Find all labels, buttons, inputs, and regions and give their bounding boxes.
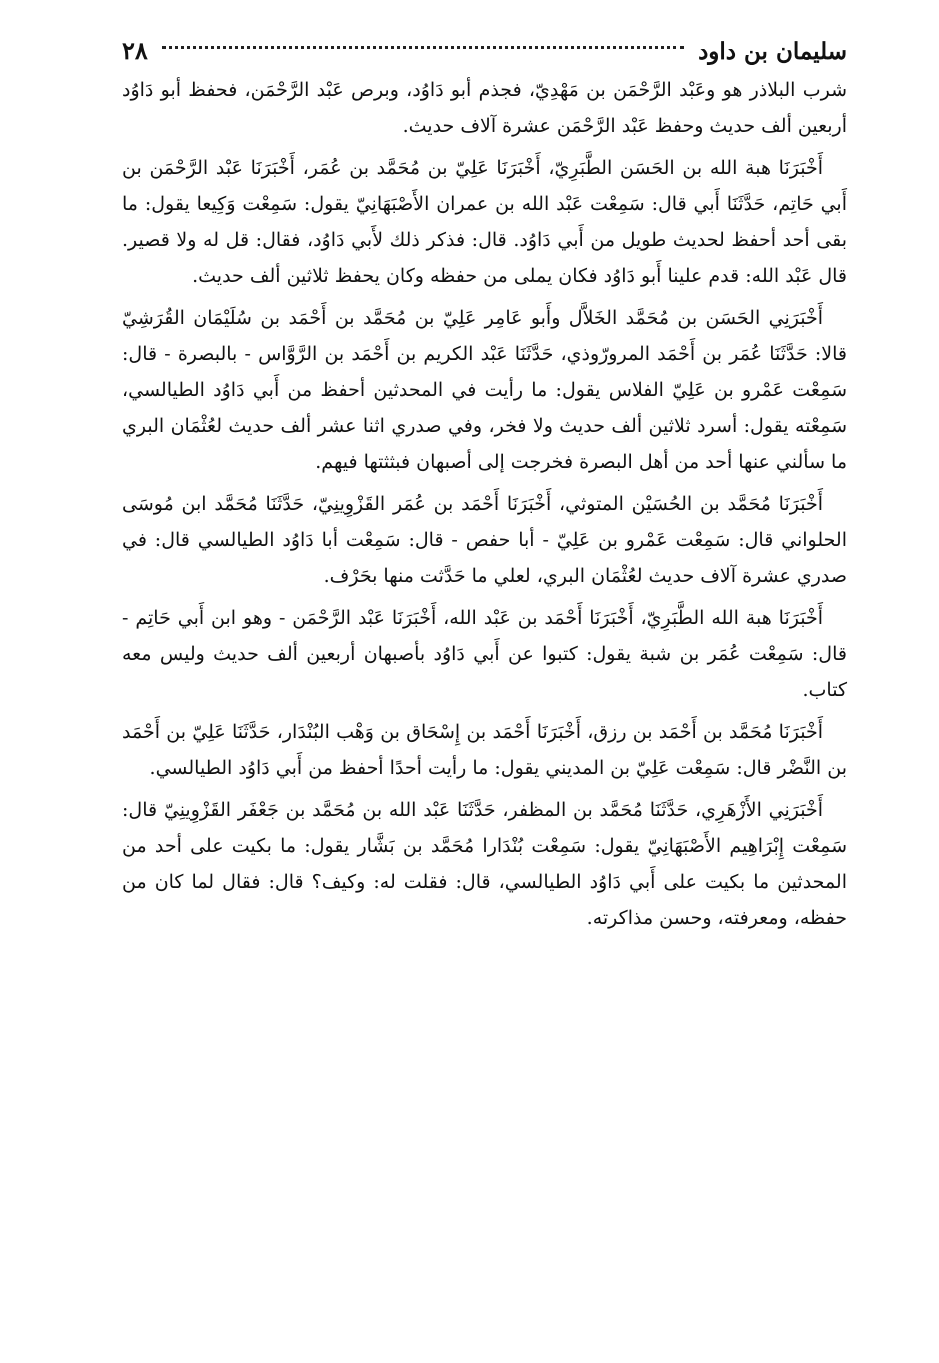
header-leader-dots	[162, 46, 684, 49]
page-body	[122, 72, 847, 936]
paragraph: أَخْبَرَنَا هبة الله الطَّبَرِيّ، أَخْبَرَنَا أَحْمَد بن عَبْد الله، أَخْبَرَنَا عَبْد الرَّحْمَن - وهو ابن أَبي حَاتِم - قال: سَمِعْت عُمَر بن شبة يقول: كتبوا عن أَبي دَاوُد بأصبهان أربعين ألف حديث وليس معه كتاب.	[122, 607, 847, 701]
paragraph: أَخْبَرَنَا هبة الله بن الحَسَن الطَّبَرِيّ، أَخْبَرَنَا عَلِيّ بن مُحَمَّد بن عُمَر، أَخْبَرَنَا عَبْد الرَّحْمَن بن أَبي حَاتِم، حَدَّثَنَا أَبي قال: سَمِعْت عَبْد الله بن عمران الأَصْبَهَانِيّ يقول: سَمِعْت وَكِيعا يقول: ما بقى أحد أحفظ لحديث طويل من أَبي دَاوُد. قال: فذكر ذلك لأَبي دَاوُد، فقال: قل له ولا قصير. قال عَبْد الله: قدم علينا أَبو دَاوُد فكان يملى من حفظه وكان يحفظ ثلاثين ألف حديث.	[122, 157, 847, 287]
paragraph: أَخْبَرَنَا مُحَمَّد بن أَحْمَد بن رزق، أَخْبَرَنَا أَحْمَد بن إِسْحَاق بن وَهْب البُنْدَار، حَدَّثَنَا عَلِيّ بن أَحْمَد بن النَّضْر قال: سَمِعْت عَلِيّ بن المديني يقول: ما رأيت أحدًا أحفظ من أَبي دَاوُد الطيالسي.	[122, 721, 847, 779]
page-number: ٢٨	[122, 36, 148, 65]
running-title: سليمان بن داود	[698, 38, 847, 65]
paragraph: أَخْبَرَنِي الحَسَن بن مُحَمَّد الخَلاَّل وأَبو عَامِر عَلِيّ بن مُحَمَّد بن أَحْمَد بن سُلَيْمَان القُرَشِيّ قالا: حَدَّثَنَا عُمَر بن أَحْمَد المرورّوذي، حَدَّثَنَا عَبْد الكريم بن أَحْمَد بن الرَّوَّاس - بالبصرة - قال: سَمِعْت عَمْرو بن عَلِيّ الفلاس يقول: ما رأيت في المحدثين أحفظ من أَبي دَاوُد الطيالسي، سَمِعْته يقول: أسرد ثلاثين ألف حديث ولا فخر، وفي صدري اثنا عشر ألف حديث لعُثْمَان البري ما سألني عنها أحد من أهل البصرة فخرجت إلى أصبهان فبثثتها فيهم.	[122, 307, 847, 473]
paragraph: شرب البلاذر هو وعَبْد الرَّحْمَن بن مَهْدِيّ، فجذم أبو دَاوُد، وبرص عَبْد الرَّحْمَن، فحفظ أبو دَاوُد أربعين ألف حديث وحفظ عَبْد الرَّحْمَن عشرة آلاف حديث.	[122, 79, 847, 137]
paragraph: أَخْبَرَنَا مُحَمَّد بن الحُسَيْن المتوثي، أَخْبَرَنَا أَحْمَد بن عُمَر القَزْوِينِيّ، حَدَّثَنَا مُحَمَّد ابن مُوسَى الحلواني قال: سَمِعْت عَمْرو بن عَلِيّ - أبا حفص - قال: سَمِعْت أبا دَاوُد الطيالسي قال: في صدري عشرة آلاف حديث لعُثْمَان البري، لعلي ما حَدَّثت منها بحَرْف.	[122, 493, 847, 587]
paragraph: أَخْبَرَنِي الأَزْهَرِي، حَدَّثَنَا مُحَمَّد بن المظفر، حَدَّثَنَا عَبْد الله بن مُحَمَّد بن جَعْفَر القَزْوِينِيّ قال: سَمِعْت إِبْرَاهِيم الأَصْبَهَانِيّ يقول: سَمِعْت بُنْدَارا مُحَمَّد بن بَشَّار يقول: ما بكيت على أحد من المحدثين ما بكيت على أَبي دَاوُد الطيالسي، قال: فقلت له: وكيف؟ قال: فقال لما كان من حفظه، ومعرفته، وحسن مذاكرته.	[122, 799, 847, 929]
page-header	[122, 30, 847, 72]
